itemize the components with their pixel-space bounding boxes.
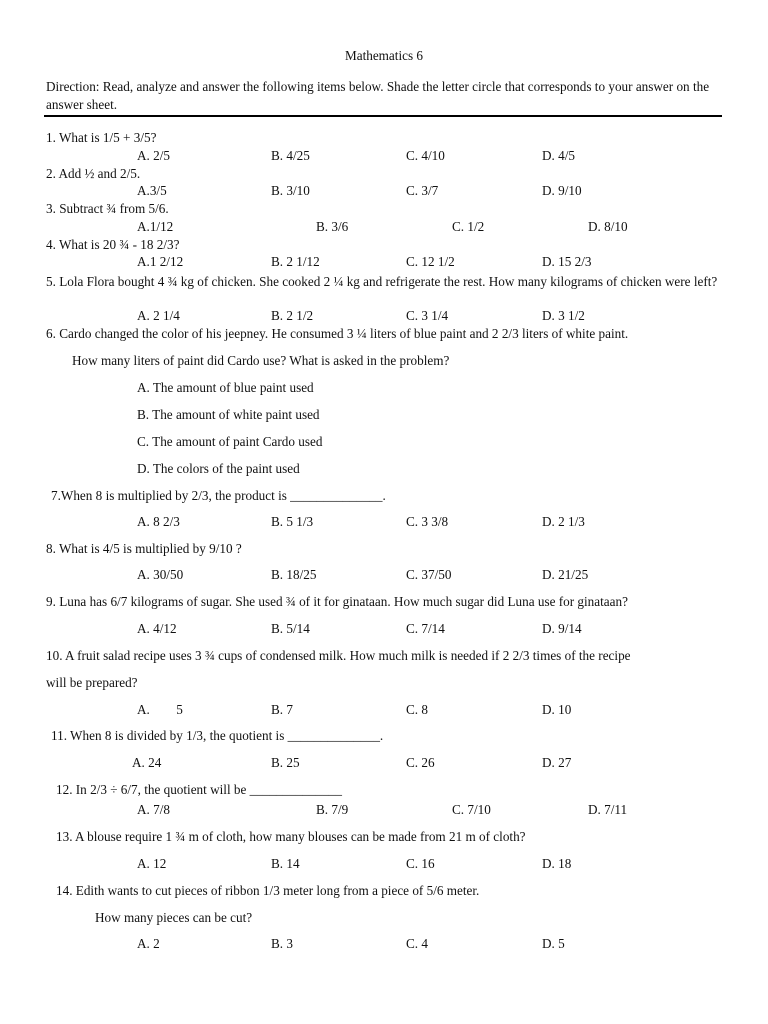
- choice-13b: B. 14: [271, 856, 300, 871]
- choice-4a: A.1 2/12: [137, 254, 184, 269]
- question-9: 9. Luna has 6/7 kilograms of sugar. She used ¾ of it for ginataan. How much sugar did Luna use for ginataan?: [46, 594, 628, 609]
- question-10-line2: will be prepared?: [46, 675, 138, 690]
- choice-14a: A. 2: [137, 936, 160, 951]
- choice-13a: A. 12: [137, 856, 167, 871]
- question-8: 8. What is 4/5 is multiplied by 9/10 ?: [46, 541, 242, 556]
- choice-4b: B. 2 1/12: [271, 254, 320, 269]
- question-10: 10. A fruit salad recipe uses 3 ¾ cups of condensed milk. How much milk is needed if 2 2/3 times of the recipe: [46, 648, 631, 663]
- choice-4d: D. 15 2/3: [542, 254, 592, 269]
- question-5: 5. Lola Flora bought 4 ¾ kg of chicken. She cooked 2 ¼ kg and refrigerate the rest. How many kilograms of chicken were left?: [46, 274, 718, 289]
- question-12: 12. In 2/3 ÷ 6/7, the quotient will be ______________: [56, 782, 342, 797]
- question-3: 3. Subtract ¾ from 5/6.: [46, 201, 169, 216]
- question-7: 7.When 8 is multiplied by 2/3, the product is ______________.: [51, 488, 386, 503]
- choice-1c: C. 4/10: [406, 148, 445, 163]
- choice-3c: C. 1/2: [452, 219, 485, 234]
- choice-5b: B. 2 1/2: [271, 308, 314, 323]
- choice-7d: D. 2 1/3: [542, 514, 585, 529]
- question-6-line2: How many liters of paint did Cardo use? What is asked in the problem?: [72, 353, 450, 368]
- choice-12c: C. 7/10: [452, 802, 491, 817]
- choice-8d: D. 21/25: [542, 567, 589, 582]
- choice-5a: A. 2 1/4: [137, 308, 180, 323]
- choice-7b: B. 5 1/3: [271, 514, 314, 529]
- choice-6d: D. The colors of the paint used: [137, 461, 300, 476]
- choice-1d: D. 4/5: [542, 148, 575, 163]
- page-title: Mathematics 6: [344, 48, 423, 63]
- choice-9c: C. 7/14: [406, 621, 445, 636]
- choice-8b: B. 18/25: [271, 567, 317, 582]
- choice-11b: B. 25: [271, 755, 300, 770]
- choice-13c: C. 16: [406, 856, 435, 871]
- choice-7c: C. 3 3/8: [406, 514, 449, 529]
- question-6: 6. Cardo changed the color of his jeepney. He consumed 3 ¼ liters of blue paint and 2 2/3 liters of white paint.: [46, 326, 629, 341]
- choice-12a: A. 7/8: [137, 802, 170, 817]
- question-1: 1. What is 1/5 + 3/5?: [46, 130, 157, 145]
- question-2: 2. Add ½ and 2/5.: [46, 166, 141, 181]
- choice-2d: D. 9/10: [542, 183, 582, 198]
- choice-8a: A. 30/50: [137, 567, 184, 582]
- question-11: 11. When 8 is divided by 1/3, the quotient is ______________.: [51, 728, 384, 743]
- divider-line: [44, 115, 722, 117]
- choice-10c: C. 8: [406, 702, 428, 717]
- choice-14b: B. 3: [271, 936, 293, 951]
- question-14: 14. Edith wants to cut pieces of ribbon 1/3 meter long from a piece of 5/6 meter.: [56, 883, 480, 898]
- choice-6b: B. The amount of white paint used: [137, 407, 320, 422]
- choice-9a: A. 4/12: [137, 621, 177, 636]
- choice-3b: B. 3/6: [316, 219, 349, 234]
- choice-9d: D. 9/14: [542, 621, 582, 636]
- choice-10a: A. 5: [137, 702, 183, 717]
- choice-14c: C. 4: [406, 936, 428, 951]
- choice-12b: B. 7/9: [316, 802, 349, 817]
- choice-10b: B. 7: [271, 702, 293, 717]
- choice-2c: C. 3/7: [406, 183, 439, 198]
- choice-8c: C. 37/50: [406, 567, 452, 582]
- choice-9b: B. 5/14: [271, 621, 310, 636]
- question-13: 13. A blouse require 1 ¾ m of cloth, how many blouses can be made from 21 m of cloth?: [56, 829, 526, 844]
- choice-13d: D. 18: [542, 856, 572, 871]
- direction-text: Direction: Read, analyze and answer the following items below. Shade the letter circle that corresponds to your answer on the answer sheet.: [46, 79, 710, 112]
- choice-7a: A. 8 2/3: [137, 514, 180, 529]
- choice-3a: A.1/12: [137, 219, 174, 234]
- choice-6a: A. The amount of blue paint used: [137, 380, 314, 395]
- question-4: 4. What is 20 ¾ - 18 2/3?: [46, 237, 180, 252]
- choice-5d: D. 3 1/2: [542, 308, 585, 323]
- choice-14d: D. 5: [542, 936, 565, 951]
- choice-4c: C. 12 1/2: [406, 254, 455, 269]
- choice-5c: C. 3 1/4: [406, 308, 449, 323]
- choice-11a: A. 24: [132, 755, 162, 770]
- choice-1a: A. 2/5: [137, 148, 170, 163]
- choice-2b: B. 3/10: [271, 183, 310, 198]
- choice-3d: D. 8/10: [588, 219, 628, 234]
- choice-10d: D. 10: [542, 702, 572, 717]
- question-14-line2: How many pieces can be cut?: [95, 910, 253, 925]
- choice-6c: C. The amount of paint Cardo used: [137, 434, 323, 449]
- choice-11c: C. 26: [406, 755, 435, 770]
- choice-1b: B. 4/25: [271, 148, 310, 163]
- choice-2a: A.3/5: [137, 183, 167, 198]
- choice-11d: D. 27: [542, 755, 572, 770]
- choice-12d: D. 7/11: [588, 802, 628, 817]
